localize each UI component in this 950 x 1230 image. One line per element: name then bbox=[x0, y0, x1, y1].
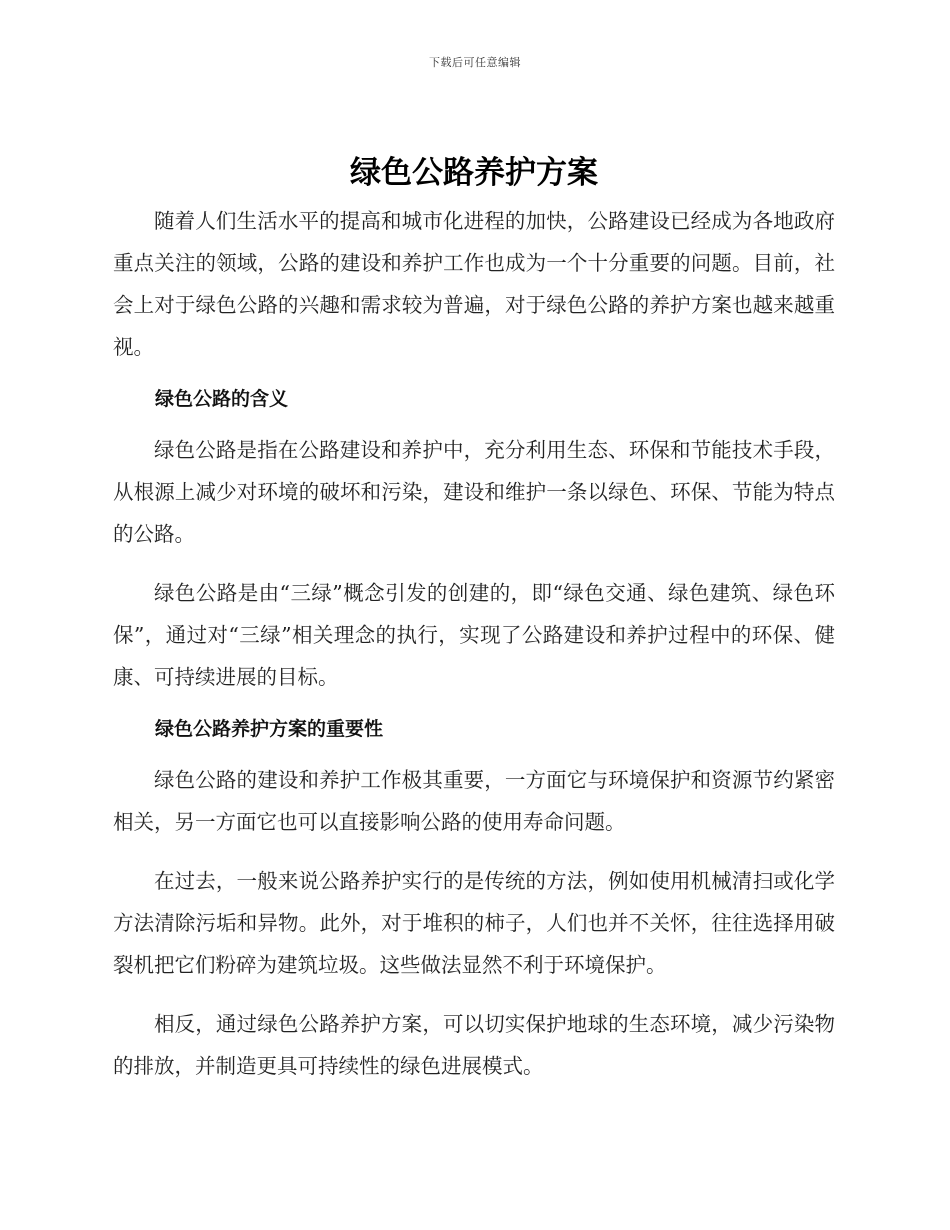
section-heading-meaning: 绿色公路的含义 bbox=[155, 388, 289, 410]
paragraph: 相反，通过绿色公路养护方案，可以切实保护地球的生态环境，减少污染物的排放，并制造更具可持续性的绿色进展模式。 bbox=[113, 1012, 835, 1078]
paragraph: 在过去，一般来说公路养护实行的是传统的方法，例如使用机械清扫或化学方法清除污垢和异物。此外，对于堆积的柿子，人们也并不关怀，往往选择用破裂机把它们粉碎为建筑垃圾。这些做法显然不利于环境保护。 bbox=[113, 869, 835, 977]
document-title: 绿色公路养护方案 bbox=[350, 155, 598, 191]
paragraph: 绿色公路是指在公路建设和养护中，充分利用生态、环保和节能技术手段，从根源上减少对环境的破坏和污染，建设和维护一条以绿色、环保、节能为特点的公路。 bbox=[113, 438, 835, 546]
intro-paragraph: 随着人们生活水平的提高和城市化进程的加快，公路建设已经成为各地政府重点关注的领域，公路的建设和养护工作也成为一个十分重要的问题。目前，社会上对于绿色公路的兴趣和需求较为普遍，对于绿色公路的养护方案也越来越重视。 bbox=[113, 209, 835, 359]
paragraph: 绿色公路的建设和养护工作极其重要，一方面它与环境保护和资源节约紧密相关，另一方面它也可以直接影响公路的使用寿命问题。 bbox=[113, 768, 835, 834]
paragraph: 绿色公路是由“三绿”概念引发的创建的，即“绿色交通、绿色建筑、绿色环保”，通过对“三绿”相关理念的执行，实现了公路建设和养护过程中的环保、健康、可持续进展的目标。 bbox=[113, 581, 835, 689]
header-note: 下载后可任意编辑 bbox=[429, 56, 521, 69]
document-body bbox=[113, 150, 835, 1104]
section-heading-importance: 绿色公路养护方案的重要性 bbox=[155, 718, 384, 740]
